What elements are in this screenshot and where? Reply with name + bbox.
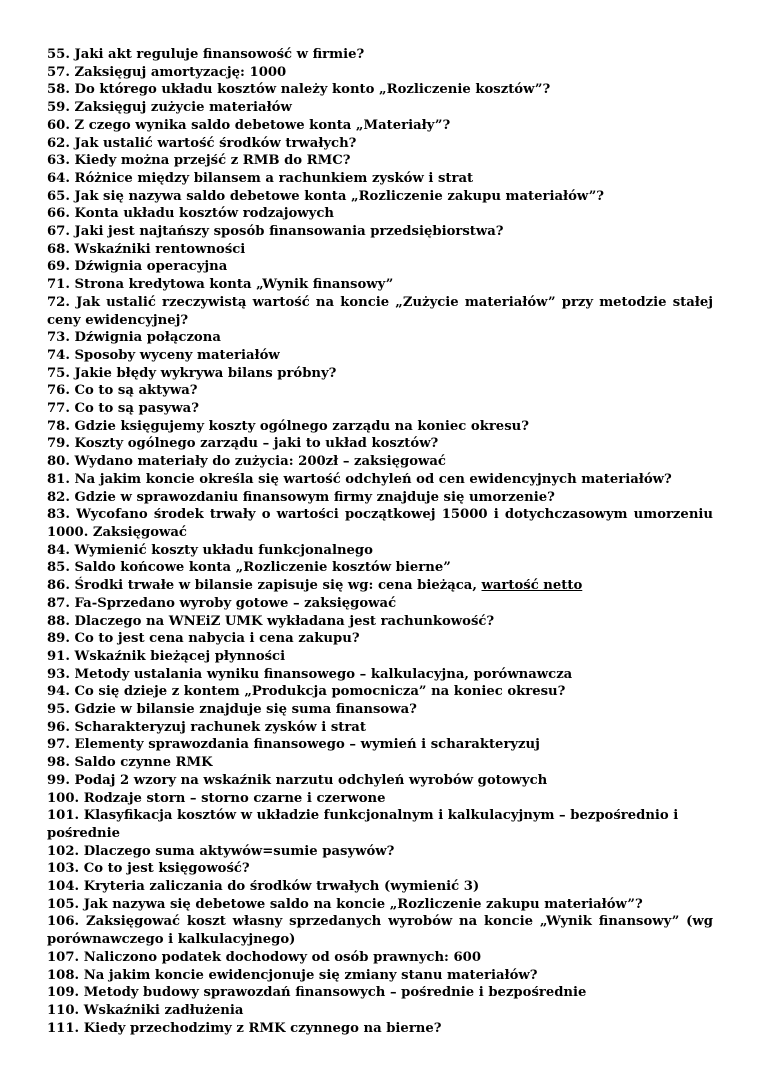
- question-63: 63. Kiedy można przejść z RMB do RMC?: [47, 153, 351, 169]
- question-76: 76. Co to są aktywa?: [47, 383, 198, 399]
- question-73: 73. Dźwignia połączona: [47, 330, 221, 346]
- question-75: 75. Jakie błędy wykrywa bilans próbny?: [47, 365, 337, 381]
- question-64: 64. Różnice między bilansem a rachunkiem zysków i strat: [47, 170, 474, 186]
- question-74: 74. Sposoby wyceny materiałów: [47, 347, 280, 363]
- question-82: 82. Gdzie w sprawozdaniu finansowym firmy znajduje się umorzenie?: [47, 489, 555, 505]
- question-101: 101. Klasyfikacja kosztów w układzie funkcjonalnym i kalkulacyjnym – bezpośrednio i pośrednie: [47, 808, 679, 841]
- question-111: 111. Kiedy przechodzimy z RMK czynnego na bierne?: [47, 1020, 442, 1036]
- question-89: 89. Co to jest cena nabycia i cena zakupu?: [47, 631, 360, 647]
- question-67: 67. Jaki jest najtańszy sposób finansowania przedsiębiorstwa?: [47, 224, 504, 240]
- question-95: 95. Gdzie w bilansie znajduje się suma finansowa?: [47, 702, 417, 718]
- question-55: 55. Jaki akt reguluje finansowość w firmie?: [47, 47, 365, 62]
- question-66: 66. Konta układu kosztów rodzajowych: [47, 206, 334, 222]
- question-98: 98. Saldo czynne RMK: [47, 755, 213, 771]
- question-103: 103. Co to jest księgowość?: [47, 861, 250, 877]
- question-86-text: 86. Środki trwałe w bilansie zapisuje się wg: cena bieżąca,: [47, 578, 482, 594]
- question-57: 57. Zaksięguj amortyzację: 1000: [47, 64, 287, 80]
- question-65: 65. Jak się nazywa saldo debetowe konta „Rozliczenie zakupu materiałów”?: [47, 188, 605, 204]
- question-100: 100. Rodzaje storn – storno czarne i czerwone: [47, 790, 386, 806]
- question-106: 106. Zaksięgować koszt własny sprzedanych wyrobów na koncie „Wynik finansowy” (wg porównawczego i kalkulacyjnego): [47, 914, 713, 948]
- question-69: 69. Dźwignia operacyjna: [47, 259, 228, 275]
- question-109: 109. Metody budowy sprawozdań finansowych – pośrednie i bezpośrednie: [47, 985, 587, 1001]
- question-80: 80. Wydano materiały do zużycia: 200zł – zaksięgować: [47, 454, 446, 470]
- question-79: 79. Koszty ogólnego zarządu – jaki to układ kosztów?: [47, 436, 439, 452]
- question-71: 71. Strona kredytowa konta „Wynik finansowy”: [47, 277, 394, 293]
- question-77: 77. Co to są pasywa?: [47, 401, 199, 417]
- question-68: 68. Wskaźniki rentowności: [47, 241, 246, 257]
- question-96: 96. Scharakteryzuj rachunek zysków i strat: [47, 719, 366, 735]
- question-list: [47, 46, 713, 1037]
- question-81: 81. Na jakim koncie określa się wartość odchyleń od cen ewidencyjnych materiałów?: [47, 471, 672, 487]
- question-58: 58. Do którego układu kosztów należy konto „Rozliczenie kosztów”?: [47, 82, 551, 98]
- question-87: 87. Fa-Sprzedano wyroby gotowe – zaksięgować: [47, 595, 397, 611]
- question-110: 110. Wskaźniki zadłużenia: [47, 1002, 244, 1018]
- question-105: 105. Jak nazywa się debetowe saldo na koncie „Rozliczenie zakupu materiałów”?: [47, 896, 643, 912]
- question-83: 83. Wycofano środek trwały o wartości początkowej 15000 i dotychczasowym umorzeniu 1000. Zaksięgować: [47, 507, 713, 540]
- question-94: 94. Co się dzieje z kontem „Produkcja pomocnicza” na koniec okresu?: [47, 684, 566, 700]
- question-93: 93. Metody ustalania wyniku finansowego – kalkulacyjna, porównawcza: [47, 666, 573, 682]
- question-78: 78. Gdzie księgujemy koszty ogólnego zarządu na koniec okresu?: [47, 418, 529, 434]
- question-59: 59. Zaksięguj zużycie materiałów: [47, 100, 292, 116]
- question-72: 72. Jak ustalić rzeczywistą wartość na koncie „Zużycie materiałów” przy metodzie stałej ceny ewidencyjnej?: [47, 294, 713, 328]
- question-99: 99. Podaj 2 wzory na wskaźnik narzutu odchyleń wyrobów gotowych: [47, 772, 548, 788]
- question-60: 60. Z czego wynika saldo debetowe konta „Materiały”?: [47, 117, 451, 133]
- question-84: 84. Wymienić koszty układu funkcjonalnego: [47, 542, 373, 558]
- question-97: 97. Elementy sprawozdania finansowego – wymień i scharakteryzuj: [47, 737, 540, 753]
- question-108: 108. Na jakim koncie ewidencjonuje się zmiany stanu materiałów?: [47, 967, 538, 983]
- question-62: 62. Jak ustalić wartość środków trwałych?: [47, 135, 357, 151]
- question-104: 104. Kryteria zaliczania do środków trwałych (wymienić 3): [47, 879, 480, 895]
- question-86: [47, 577, 713, 595]
- question-86-underlined-answer: wartość netto: [481, 578, 583, 594]
- question-107: 107. Naliczono podatek dochodowy od osób prawnych: 600: [47, 949, 482, 965]
- question-88: 88. Dlaczego na WNEiZ UMK wykładana jest rachunkowość?: [47, 613, 495, 629]
- question-91: 91. Wskaźnik bieżącej płynności: [47, 648, 286, 664]
- question-102: 102. Dlaczego suma aktywów=sumie pasywów?: [47, 843, 395, 859]
- question-85: 85. Saldo końcowe konta „Rozliczenie kosztów bierne”: [47, 560, 451, 576]
